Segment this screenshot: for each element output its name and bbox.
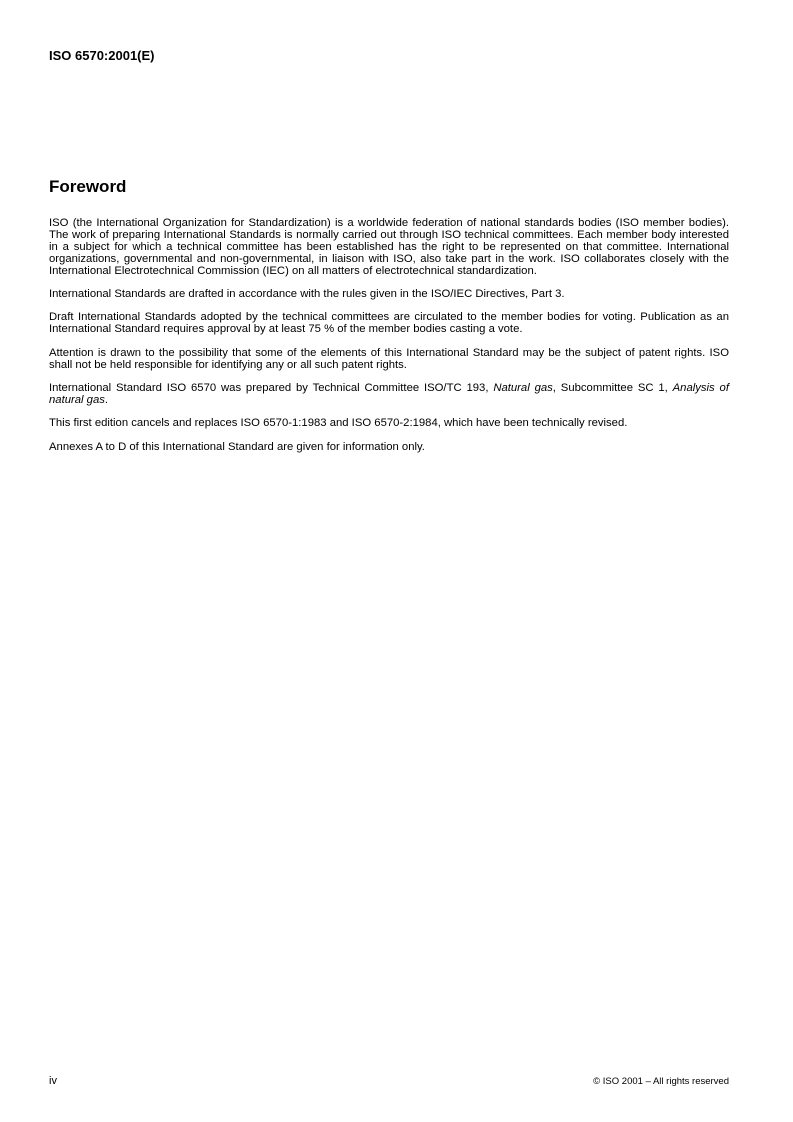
p5-text-3: . — [104, 393, 109, 406]
foreword-paragraph-5 — [49, 383, 729, 407]
foreword-paragraph-7: Annexes A to D of this International Standard are given for information only. — [49, 440, 425, 453]
footer-copyright: © ISO 2001 – All rights reserved — [593, 1076, 729, 1087]
committee-name: Natural gas — [493, 382, 553, 395]
foreword-paragraph-2: International Standards are drafted in accordance with the rules given in the ISO/IEC Directives, Part 3. — [49, 288, 565, 301]
footer-page-number: iv — [49, 1075, 57, 1087]
subcommittee-name: Analysis of natural gas — [49, 382, 729, 406]
foreword-paragraph-3: Draft International Standards adopted by the technical committees are circulated to the member bodies for voting. Publication as an International Standard requires approval by at least 75 % of the member bodies casting a vote. — [49, 311, 729, 336]
p5-text-2: , Subcommittee SC 1, — [552, 382, 673, 395]
document-id: ISO 6570:2001(E) — [49, 48, 155, 63]
section-title-foreword: Foreword — [49, 177, 127, 196]
foreword-paragraph-4: Attention is drawn to the possibility that some of the elements of this International Standard may be the subject of patent rights. ISO shall not be held responsible for identifying any or all such patent rights. — [49, 346, 729, 371]
foreword-body — [49, 218, 729, 465]
p5-text-1: International Standard ISO 6570 was prepared by Technical Committee ISO/TC 193, — [49, 382, 494, 395]
foreword-paragraph-6: This first edition cancels and replaces ISO 6570-1:1983 and ISO 6570-2:1984, which have been technically revised. — [49, 417, 628, 430]
foreword-paragraph-1: ISO (the International Organization for Standardization) is a worldwide federation of national standards bodies (ISO member bodies). The work of preparing International Standards is normally carried out through ISO technical committees. Each member body interested in a subject for which a technical committee has been established has the right to be represented on that committee. International organizations, governmental and non-governmental, in liaison with ISO, also take part in the work. ISO collaborates closely with the International Electrotechnical Commission (IEC) on all matters of electrotechnical standardization. — [49, 217, 729, 277]
